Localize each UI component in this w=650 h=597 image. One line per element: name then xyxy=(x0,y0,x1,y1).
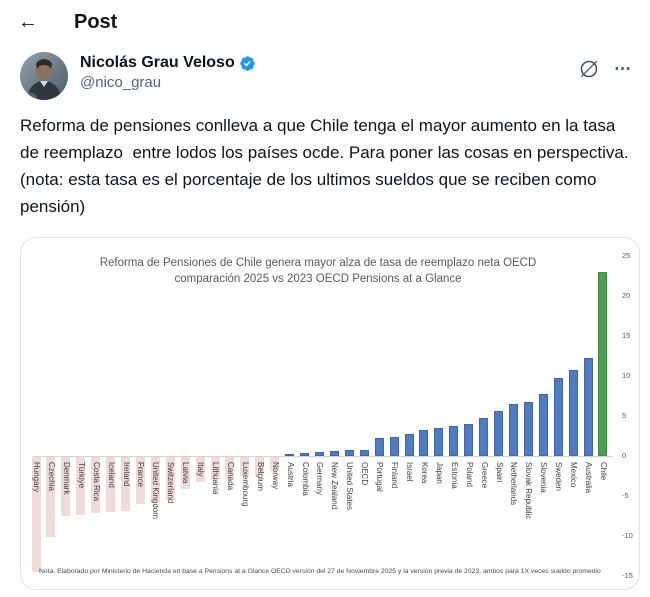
chart-title-line2: comparación 2025 vs 2023 OECD Pensions at a Glance xyxy=(174,273,462,285)
page-title: Post xyxy=(74,10,118,33)
bar-label: Germany xyxy=(315,462,325,495)
bar-label: Slovenia xyxy=(539,462,549,493)
bar-label: United Kingdom xyxy=(151,462,161,519)
bar-mexico xyxy=(569,370,578,456)
bar-estonia xyxy=(449,426,458,456)
bar-label: Israel xyxy=(405,462,414,482)
post-author-row xyxy=(0,44,650,100)
bar-slovak-republic xyxy=(524,402,533,456)
bar-label: Greece xyxy=(479,462,489,489)
y-axis-tick-label: 25 xyxy=(622,251,631,260)
bar-label: Netherlands xyxy=(509,462,519,506)
bar-label: Costa Rica xyxy=(91,462,101,502)
y-axis-tick-label: 10 xyxy=(622,371,631,380)
bar-finland xyxy=(390,437,399,456)
back-arrow-icon[interactable]: ← xyxy=(18,10,38,33)
bar-sweden xyxy=(554,378,563,456)
bar-label: France xyxy=(136,462,146,487)
bar-oecd xyxy=(360,450,369,456)
bar-label: Australia xyxy=(584,462,594,494)
bar-label: New Zealand xyxy=(330,462,340,510)
y-axis-tick-label: 15 xyxy=(622,331,631,340)
post-actions xyxy=(578,52,632,80)
bar-label: Italy xyxy=(196,462,206,477)
bar-label: Sweden xyxy=(554,462,564,491)
bar-united-states xyxy=(345,450,354,456)
bar-label: Switzerland xyxy=(166,462,176,504)
author-name[interactable]: Nicolás Grau Veloso xyxy=(80,54,235,71)
bar-label: Canada xyxy=(225,462,235,491)
bar-label: Japan xyxy=(434,462,444,484)
bar-label: Korea xyxy=(419,462,429,484)
bar-label: Czechia xyxy=(46,462,56,491)
grok-slashed-circle-icon xyxy=(578,58,600,80)
author-meta xyxy=(80,52,256,91)
bar-label: Belgium xyxy=(255,462,265,491)
bar-label: Estonia xyxy=(449,462,459,489)
page-header xyxy=(0,0,650,44)
chart-plot xyxy=(21,238,639,589)
bar-label: Chile xyxy=(598,462,608,481)
verified-badge-icon xyxy=(239,55,256,72)
bar-label: Portugal xyxy=(375,462,385,492)
bar-label: Poland xyxy=(464,462,474,487)
y-axis-tick-label: -10 xyxy=(622,531,633,540)
bar-slovenia xyxy=(539,394,548,456)
bar-new-zealand xyxy=(330,451,339,456)
bar-netherlands xyxy=(509,404,518,456)
bar-label: Latvia xyxy=(181,462,191,484)
bar-austria xyxy=(285,454,294,456)
bar-chile xyxy=(598,272,607,456)
y-axis-tick-label: 0 xyxy=(622,451,627,460)
y-axis-tick-label: 5 xyxy=(622,411,627,420)
bar-australia xyxy=(584,358,593,456)
y-axis-tick-label: -5 xyxy=(622,491,629,500)
bar-label: Finland xyxy=(390,462,400,489)
grok-button[interactable] xyxy=(578,58,600,80)
bar-label: Denmark xyxy=(61,462,71,495)
chart-title-line1: Reforma de Pensiones de Chile genera mayor alza de tasa de reemplazo neta OECD xyxy=(99,257,537,269)
y-axis-tick-label: 20 xyxy=(622,291,631,300)
bar-japan xyxy=(434,428,443,456)
bar-label: Colombia xyxy=(300,462,310,496)
bar-korea xyxy=(419,430,428,456)
x-axis-zero-line xyxy=(33,456,613,457)
bar-germany xyxy=(315,452,324,456)
bar-label: OECD xyxy=(360,462,370,486)
bar-label: Hungary xyxy=(32,462,41,493)
bar-label: Lithuania xyxy=(211,462,221,495)
chart-footnote: Nota. Elaborado por Ministerio de Hacienda en base a Pensions at a Glance OECD versión del 27 de Noviembre 2025 y la versión previa de 2023, ambos para 1X veces sueldo promedio xyxy=(39,568,601,575)
bar-israel xyxy=(405,434,414,456)
y-axis-tick-label: -15 xyxy=(622,571,633,580)
bar-label: Mexico xyxy=(569,462,579,488)
bar-spain xyxy=(494,411,503,456)
bar-poland xyxy=(464,424,473,456)
avatar[interactable] xyxy=(20,52,68,100)
bar-colombia xyxy=(300,453,309,456)
bar-label: Norway xyxy=(270,462,280,490)
more-button[interactable]: ⋯ xyxy=(614,59,632,78)
bar-greece xyxy=(479,418,488,456)
tweet-text: Reforma de pensiones conlleva a que Chile tenga el mayor aumento en la tasa de reemplazo entre lodos los países ocde. Para poner las cosas en perspectiva. (nota: esta tasa es el porcentaje de los ultimos sueldos que se reciben como pensión) xyxy=(20,116,634,216)
bar-label: Ireland xyxy=(121,462,131,487)
bar-label: Luxembourg xyxy=(240,462,250,507)
bar-label: United States xyxy=(345,462,355,511)
bar-label: Türkiye xyxy=(76,462,86,489)
bar-label: Spain xyxy=(494,462,504,483)
chart-card[interactable] xyxy=(20,237,640,590)
avatar-portrait-icon xyxy=(20,54,68,100)
bar-label: Slovak Republic xyxy=(524,462,534,520)
bar-portugal xyxy=(375,438,384,456)
bar-label: Austria xyxy=(285,462,295,487)
author-handle[interactable]: @nico_grau xyxy=(80,74,162,91)
bar-label: Iceland xyxy=(106,462,116,488)
